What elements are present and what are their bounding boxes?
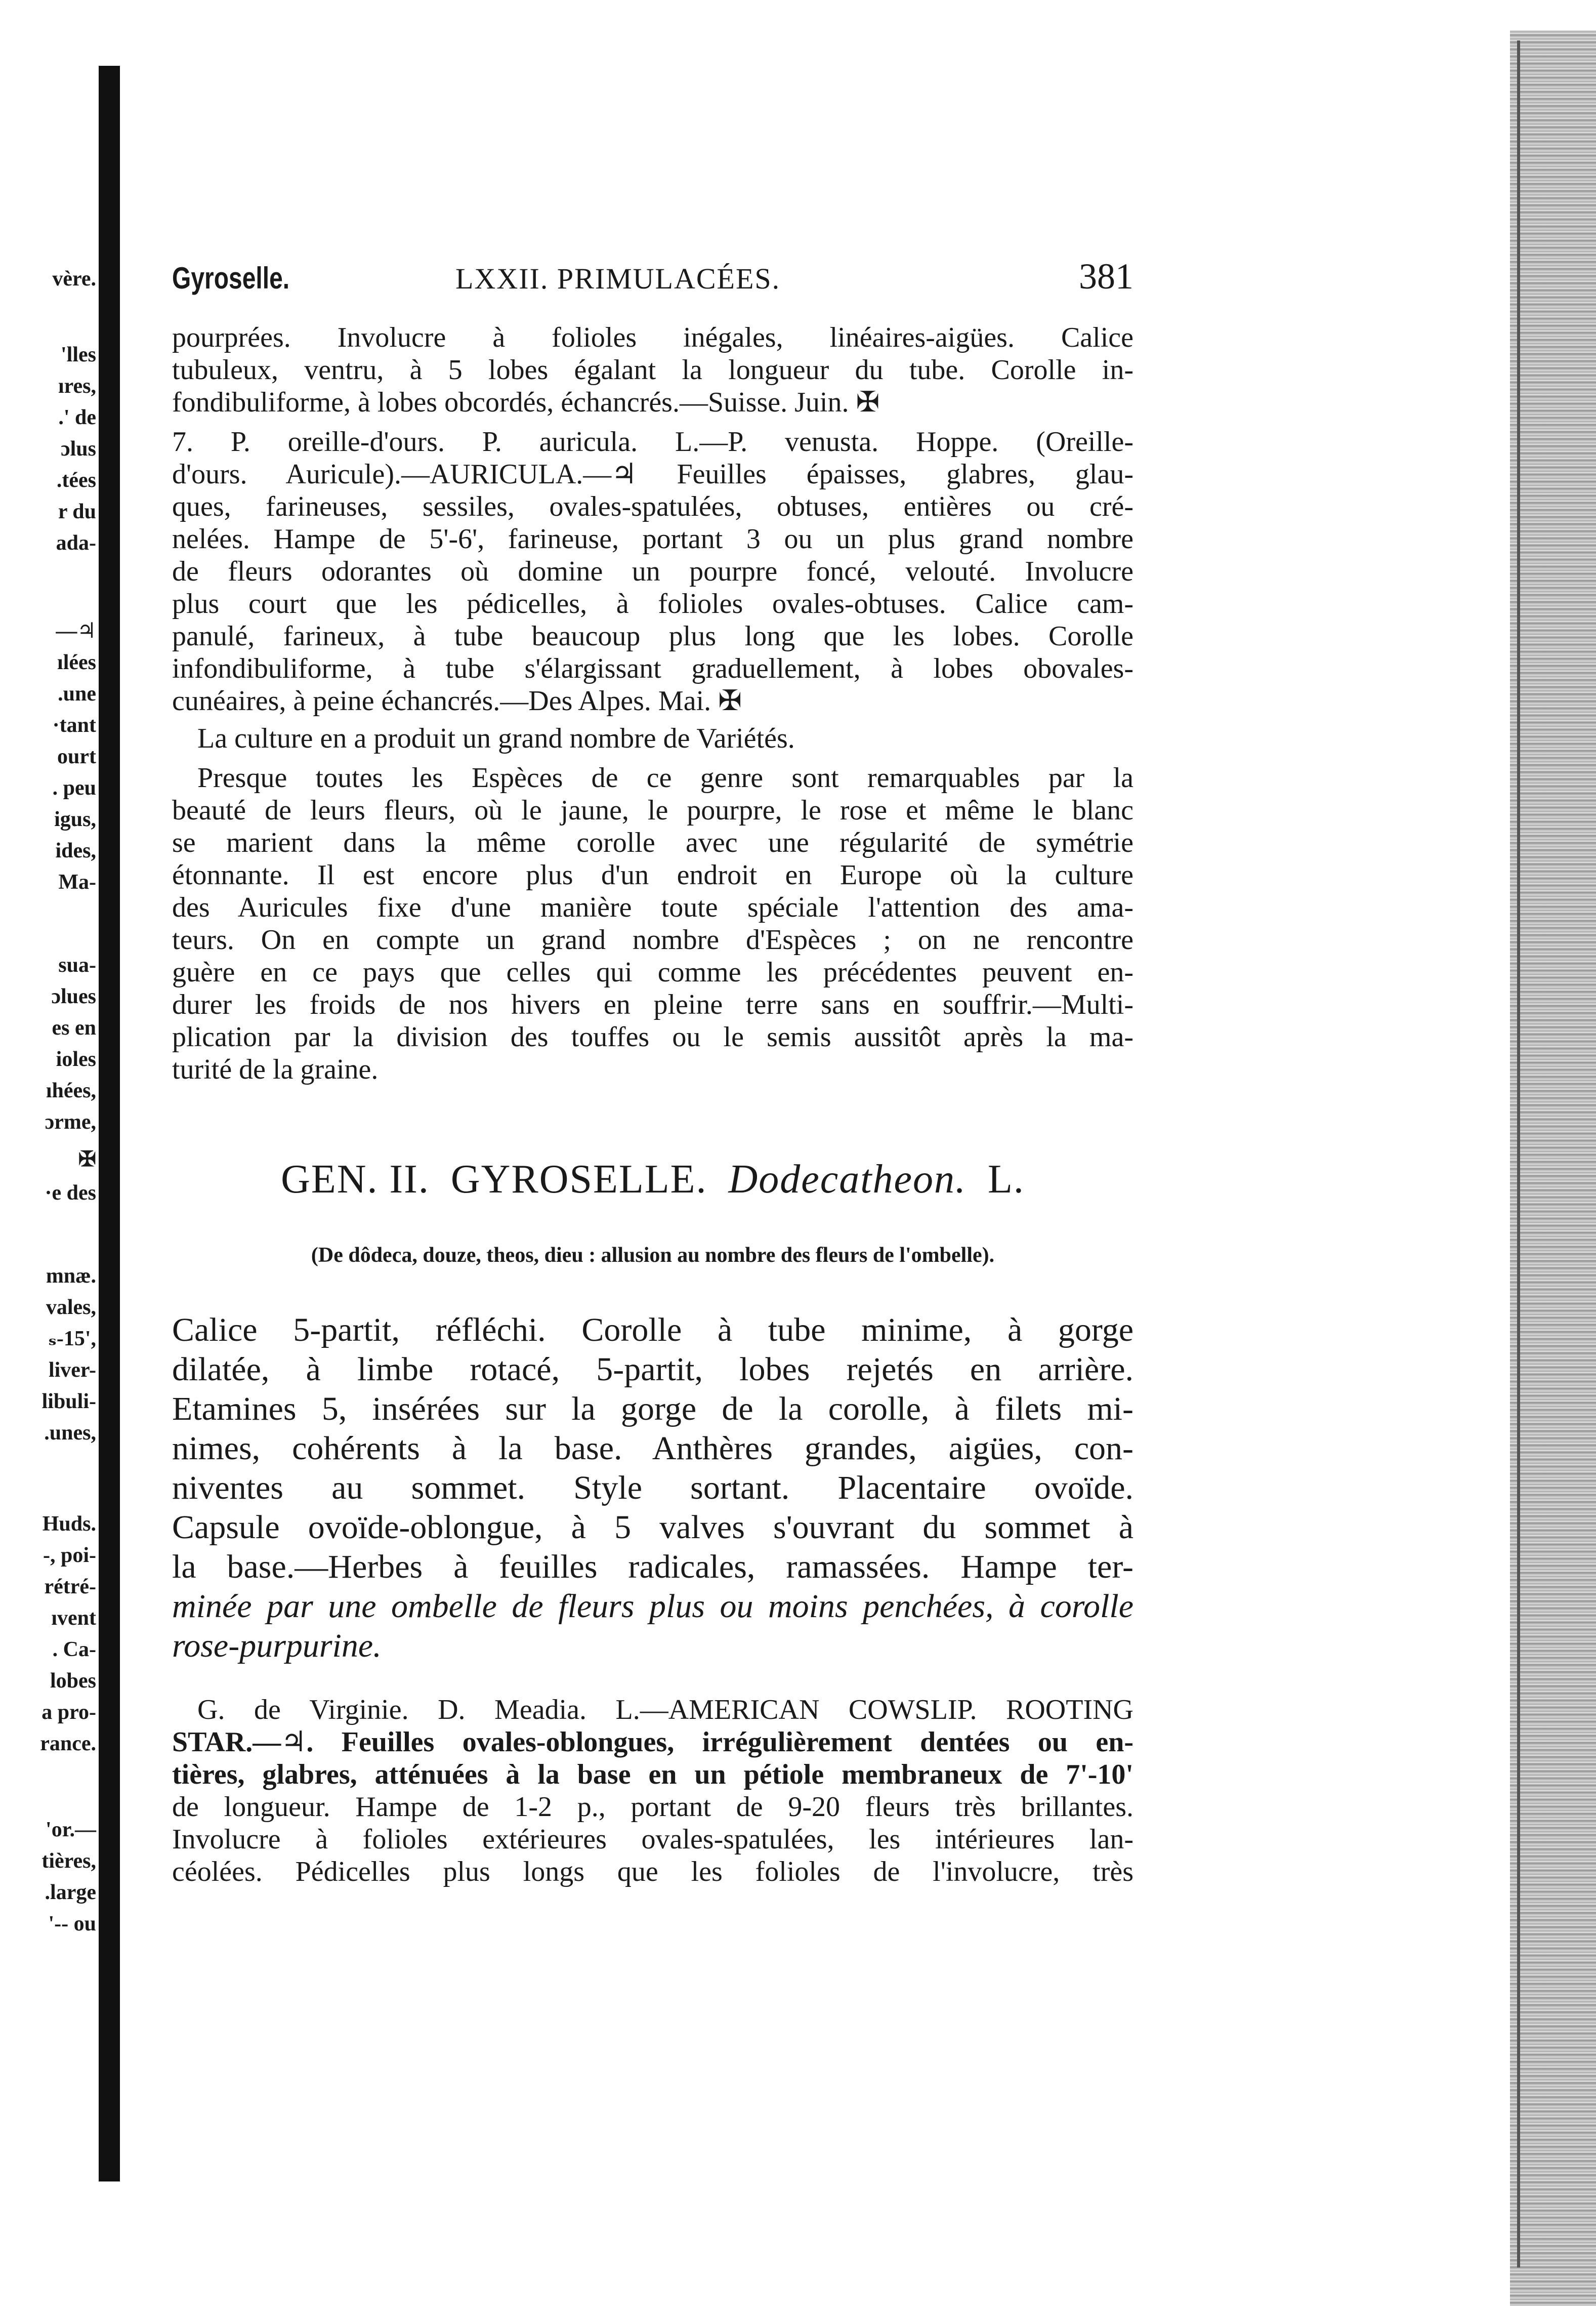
text-line: céolées. Pédicelles plus longs que les folioles de l'involucre, très: [172, 1856, 1133, 1887]
text-line: STAR.—♃. Feuilles ovales-oblongues, irrégulièrement dentées ou en-: [172, 1726, 1133, 1758]
facing-page-line: ɔrme,: [45, 1110, 96, 1134]
text-line: des Auricules fixe d'une manière toute spéciale l'attention des ama-: [172, 892, 1133, 923]
facing-page-line: mnæ.: [46, 1264, 96, 1288]
text-line: beauté de leurs fleurs, où le jaune, le pourpre, le rose et même le blanc: [172, 795, 1133, 826]
text-line: de fleurs odorantes où domine un pourpre foncé, velouté. Involucre: [172, 556, 1133, 587]
text-line: infondibuliforme, à tube s'élargissant graduellement, à lobes obovales-: [172, 653, 1133, 684]
text-line: panulé, farineux, à tube beaucoup plus long que les lobes. Corolle: [172, 621, 1133, 652]
text-line: plication par la division des touffes ou le semis aussitôt après la ma-: [172, 1021, 1133, 1053]
binding-gutter: [99, 66, 120, 2181]
species-entry-virginie: [172, 1694, 1133, 1888]
facing-page-fragment: [0, 0, 96, 2306]
genus-author: L.: [988, 1157, 1025, 1202]
text-line: de longueur. Hampe de 1-2 p., portant de 9-20 fleurs très brillantes.: [172, 1791, 1133, 1823]
culture-note: [172, 722, 1133, 755]
facing-page-line: rance.: [40, 1732, 96, 1755]
facing-page-line: r du: [58, 500, 96, 523]
text-line: teurs. On en compte un grand nombre d'Espèces ; on ne rencontre: [172, 924, 1133, 956]
facing-page-line: . peu: [52, 776, 96, 800]
text-line: minée par une ombelle de fleurs plus ou moins penchées, à corolle: [172, 1588, 1133, 1625]
text-line: étonnante. Il est encore plus d'un endroit en Europe où la culture: [172, 859, 1133, 891]
facing-page-line: ioles: [56, 1048, 96, 1071]
facing-page-line: ·e des: [45, 1181, 96, 1205]
text-line: dilatée, à limbe rotacé, 5-partit, lobes rejetés en arrière.: [172, 1351, 1133, 1388]
facing-page-line: vère.: [52, 267, 96, 291]
facing-page-line: ɔlues: [51, 985, 96, 1008]
text-line: tières, glabres, atténuées à la base en un pétiole membraneux de 7'-10': [172, 1759, 1133, 1790]
text-line: rose-purpurine.: [172, 1627, 382, 1664]
facing-page-line: liver-: [48, 1358, 96, 1382]
facing-page-line: ıhées,: [46, 1079, 96, 1102]
facing-page-line: ɔlus: [60, 437, 96, 461]
facing-page-line: 'or.—: [46, 1818, 96, 1841]
scan-edge-line: [1517, 40, 1520, 2268]
facing-page-line: tières,: [41, 1849, 96, 1873]
facing-page-line: .large: [45, 1881, 96, 1904]
text-line: durer les froids de nos hivers en pleine terre sans en souffrir.—Multi-: [172, 989, 1133, 1020]
text-line: 7. P. oreille-d'ours. P. auricula. L.—P. venusta. Hoppe. (Oreille-: [172, 426, 1133, 458]
text-line: pourprées. Involucre à folioles inégales, linéaires-aigües. Calice: [172, 322, 1133, 353]
facing-page-line: 'lles: [61, 343, 96, 366]
facing-page-line: Huds.: [42, 1512, 96, 1536]
text-line: niventes au sommet. Style sortant. Placentaire ovoïde.: [172, 1469, 1133, 1506]
genus-number: GEN. II.: [281, 1157, 430, 1202]
text-line: guère en ce pays que celles qui comme les précédentes peuvent en-: [172, 957, 1133, 988]
page-number: 381: [1079, 256, 1133, 297]
paragraph-continuation: [172, 321, 1133, 419]
text-line: cunéaires, à peine échancrés.—Des Alpes. Mai. ✠: [172, 685, 742, 717]
text-line: nimes, cohérents à la base. Anthères grandes, aigües, con-: [172, 1430, 1133, 1467]
facing-page-line: ıres,: [58, 375, 96, 398]
text-line: plus court que les pédicelles, à folioles ovales-obtuses. Calice cam-: [172, 588, 1133, 620]
facing-page-line: -, poi-: [43, 1544, 96, 1567]
text-line: Capsule ovoïde-oblongue, à 5 valves s'ouvrant du sommet à: [172, 1509, 1133, 1546]
facing-page-line: .' de: [58, 406, 96, 429]
text-line: ques, farineuses, sessiles, ovales-spatulées, obtuses, entières ou cré-: [172, 491, 1133, 522]
facing-page-line: sua-: [58, 954, 96, 977]
text-line: La culture en a produit un grand nombre de Variétés.: [197, 723, 795, 754]
facing-page-line: es en: [52, 1016, 96, 1040]
facing-page-line: a pro-: [41, 1701, 96, 1724]
facing-page-line: ada-: [56, 531, 96, 555]
text-line: Presque toutes les Espèces de ce genre sont remarquables par la: [197, 762, 1133, 794]
facing-page-line: —♃: [56, 620, 96, 643]
facing-page-line: ₛ-15',: [48, 1327, 96, 1350]
running-title: Gyroselle.: [172, 261, 290, 295]
facing-page-line: ides,: [55, 839, 96, 862]
etymology-note: (De dôdeca, douze, theos, dieu : allusion au nombre des fleurs de l'ombelle).: [311, 1244, 995, 1267]
section-title: LXXII. PRIMULACÉES.: [455, 262, 781, 295]
text-line: turité de la graine.: [172, 1054, 379, 1085]
text-line: se marient dans la même corolle avec une régularité de symétrie: [172, 827, 1133, 858]
genus-description: [172, 1310, 1133, 1666]
facing-page-line: lobes: [50, 1669, 96, 1693]
facing-page-line: .tées: [56, 469, 96, 492]
genus-heading: [172, 1157, 1133, 1203]
text-line: fondibuliforme, à lobes obcordés, échancrés.—Suisse. Juin. ✠: [172, 387, 880, 418]
facing-page-line: ıvent: [51, 1607, 96, 1630]
text-line: nelées. Hampe de 5'-6', farineuse, portant 3 ou un plus grand nombre: [172, 523, 1133, 555]
facing-page-line: ılées: [57, 651, 96, 674]
facing-page-line: .une: [58, 682, 96, 706]
genus-name: GYROSELLE.: [450, 1157, 707, 1202]
facing-page-line: Ma-: [58, 871, 96, 894]
text-line: Involucre à folioles extérieures ovales-spatulées, les intérieures lan-: [172, 1824, 1133, 1855]
genus-latin: Dodecatheon.: [728, 1157, 967, 1202]
scan-edge: [1510, 30, 1596, 2306]
facing-page-line: igus,: [54, 808, 96, 831]
facing-page-line: ourt: [57, 745, 96, 768]
facing-page-line: '-- ou: [48, 1912, 96, 1936]
facing-page-line: vales,: [46, 1296, 96, 1319]
facing-page-line: ·tant: [52, 714, 96, 737]
facing-page-line: .unes,: [44, 1421, 96, 1445]
text-line: Etamines 5, insérées sur la gorge de la corolle, à filets mi-: [172, 1390, 1133, 1427]
text-line: d'ours. Auricule).—AURICULA.—♃ Feuilles épaisses, glabres, glau-: [172, 459, 1133, 490]
text-line: tubuleux, ventru, à 5 lobes égalant la longueur du tube. Corolle in-: [172, 354, 1133, 386]
text-line: la base.—Herbes à feuilles radicales, ramassées. Hampe ter-: [172, 1548, 1133, 1585]
text-line: Calice 5-partit, réfléchi. Corolle à tube minime, à gorge: [172, 1311, 1133, 1348]
text-column: [172, 256, 1133, 1888]
running-header: [172, 256, 1133, 301]
text-line: G. de Virginie. D. Meadia. L.—AMERICAN COWSLIP. ROOTING: [197, 1694, 1133, 1725]
remark-paragraph: [172, 762, 1133, 1086]
facing-page-line: libuli-: [41, 1390, 96, 1413]
species-entry-auricula: [172, 426, 1133, 717]
facing-page-line: . Ca-: [52, 1638, 96, 1661]
facing-page-line: ✠: [78, 1148, 96, 1171]
facing-page-line: rétré-: [44, 1575, 96, 1598]
